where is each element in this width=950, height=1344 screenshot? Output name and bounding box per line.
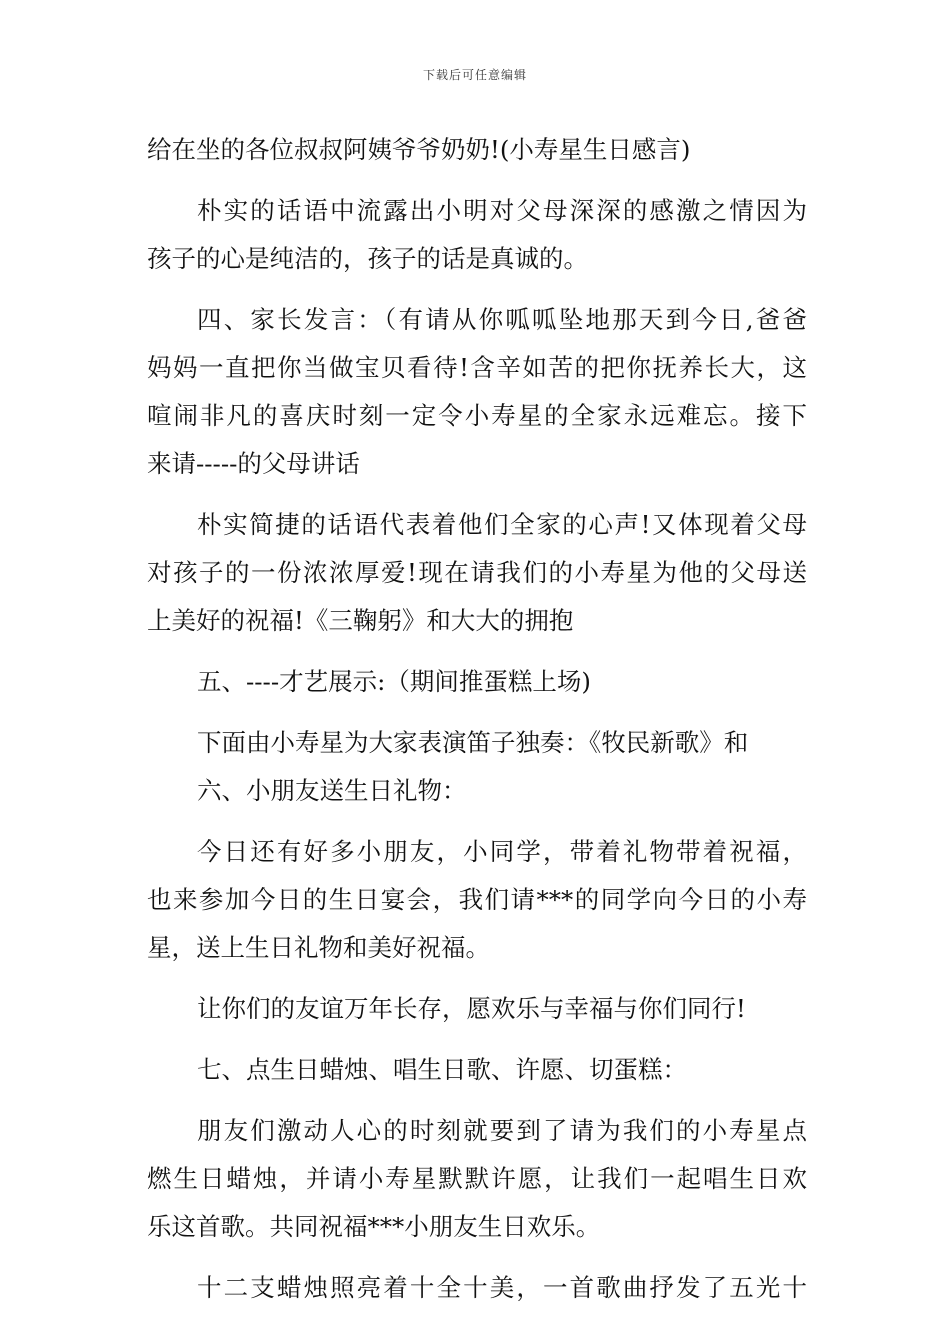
paragraph-line: 来请-----的父母讲话 xyxy=(147,449,360,478)
paragraph-line: 燃生日蜡烛，并请小寿星默默许愿，让我们一起唱生日欢 xyxy=(147,1164,807,1193)
paragraph-line: 朋友们激动人心的时刻就要到了请为我们的小寿星点 xyxy=(197,1116,807,1145)
paragraph-line: 上美好的祝福!《三鞠躬》和大大的拥抱 xyxy=(147,606,574,635)
paragraph-line: 十二支蜡烛照亮着十全十美，一首歌曲抒发了五光十 xyxy=(197,1273,807,1302)
paragraph-line: 喧闹非凡的喜庆时刻一定令小寿星的全家永远难忘。接下 xyxy=(147,401,807,430)
section-heading: 五、----才艺展示:（期间推蛋糕上场) xyxy=(197,667,591,696)
paragraph-line: 朴实的话语中流露出小明对父母深深的感激之情因为 xyxy=(197,196,807,225)
paragraph-line: 孩子的心是纯洁的，孩子的话是真诚的。 xyxy=(147,244,588,273)
text-line: 给在坐的各位叔叔阿姨爷爷奶奶!(小寿星生日感言) xyxy=(147,135,691,164)
paragraph-line: 四、家长发言：（有请从你呱呱坠地那天到今日,爸爸 xyxy=(197,305,807,334)
section-heading: 七、点生日蜡烛、唱生日歌、许愿、切蛋糕： xyxy=(197,1055,687,1084)
paragraph-line: 妈妈一直把你当做宝贝看待!含辛如苦的把你抚养长大，这 xyxy=(147,353,807,382)
paragraph-line: 对孩子的一份浓浓厚爱!现在请我们的小寿星为他的父母送 xyxy=(147,558,807,587)
paragraph-line: 乐这首歌。共同祝福***小朋友生日欢乐。 xyxy=(147,1212,601,1241)
paragraph-line: 让你们的友谊万年长存，愿欢乐与幸福与你们同行! xyxy=(197,994,746,1023)
page-header: 下载后可任意编辑 xyxy=(422,68,527,82)
paragraph-line: 星，送上生日礼物和美好祝福。 xyxy=(147,933,490,962)
paragraph-line: 今日还有好多小朋友，小同学，带着礼物带着祝福， xyxy=(197,837,807,866)
paragraph-line: 朴实简捷的话语代表着他们全家的心声!又体现着父母 xyxy=(197,510,807,539)
document-body xyxy=(147,126,807,1312)
section-heading: 六、小朋友送生日礼物： xyxy=(197,776,467,805)
paragraph-line: 下面由小寿星为大家表演笛子独奏：《牧民新歌》和 xyxy=(197,728,749,757)
paragraph-line: 也来参加今日的生日宴会，我们请***的同学向今日的小寿 xyxy=(147,885,807,914)
